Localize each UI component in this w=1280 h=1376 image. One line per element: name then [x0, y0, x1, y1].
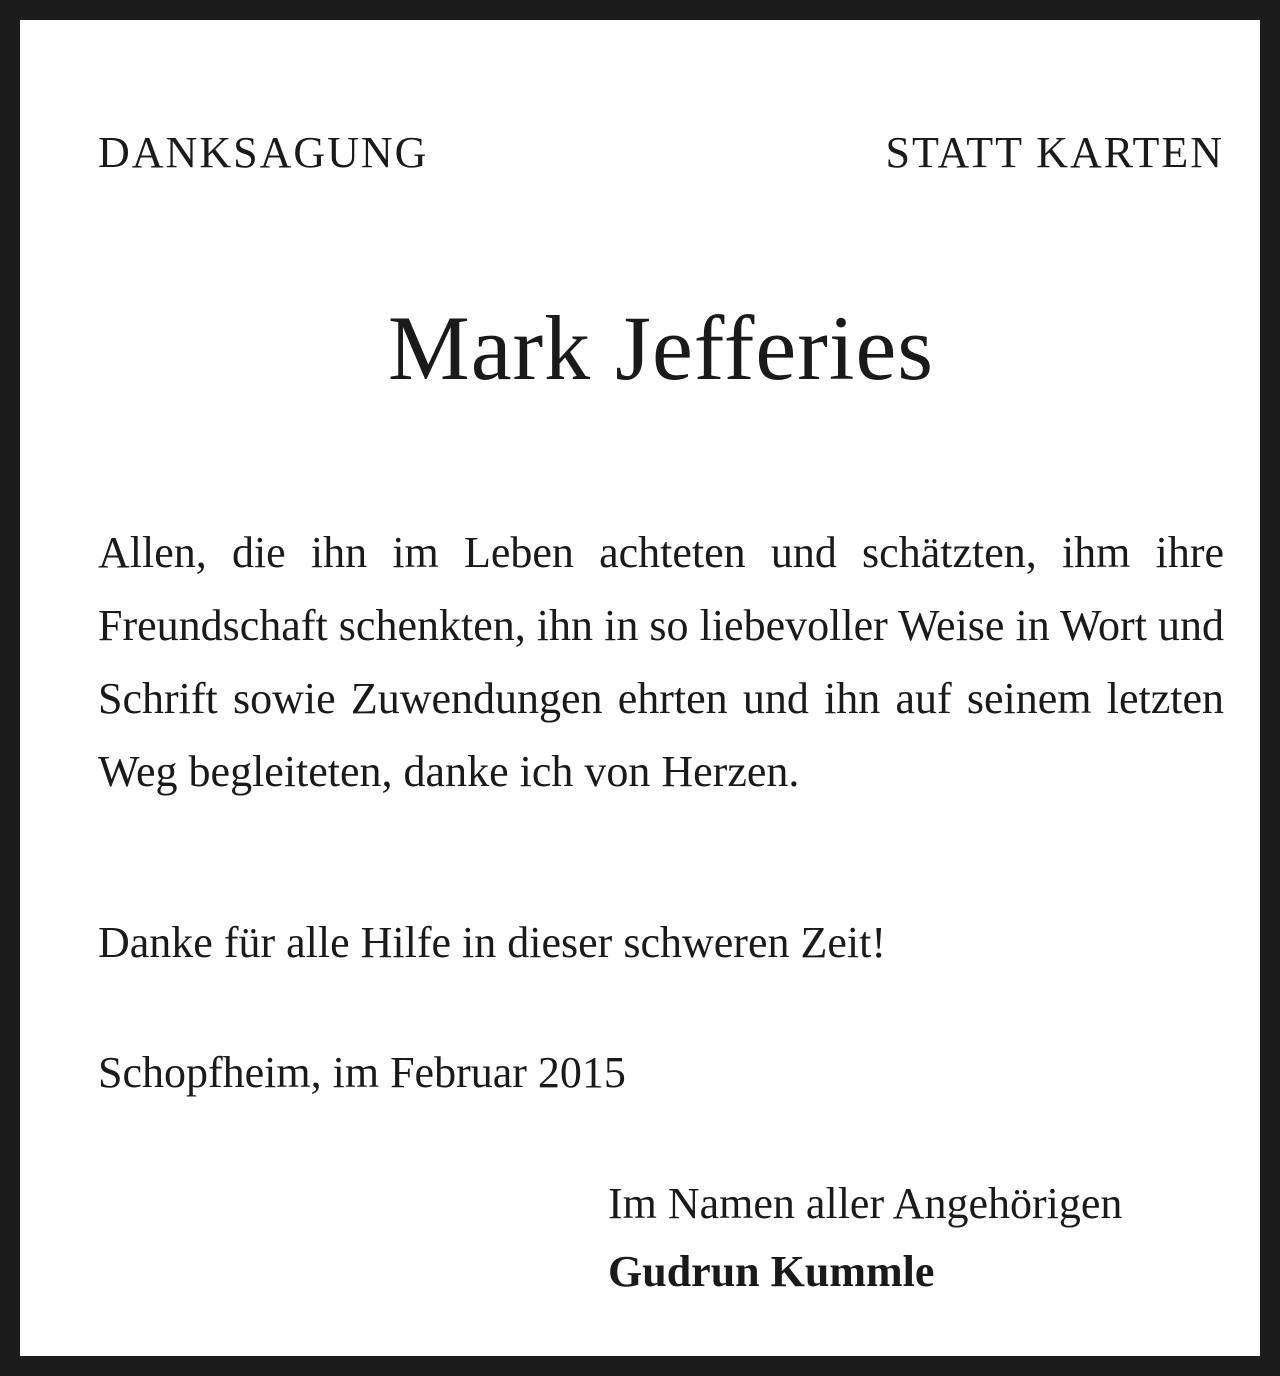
- thank-you-text: Allen, die ihn im Leben achteten und schätzten, ihm ihre Freundschaft schenkten, ihn in so liebevoller Weise in Wort und Schrift sowie Zuwendungen ehrten und ihn auf seinem letzten Weg begleiteten, danke ich von Herzen.: [98, 528, 1224, 796]
- header-row: [98, 128, 1224, 177]
- deceased-name: Mark Jefferies: [387, 297, 935, 399]
- thank-you-notice: [98, 20, 1224, 1356]
- signer-name: Gudrun Kummle: [608, 1247, 935, 1296]
- place-and-date: Schopfheim, im Februar 2015: [98, 1048, 626, 1097]
- signature-line: Im Namen aller Angehörigen: [608, 1179, 1123, 1228]
- signature-block: [608, 1174, 1224, 1302]
- heading-left: DANKSAGUNG: [98, 128, 429, 177]
- thanks-line: Danke für alle Hilfe in dieser schweren Zeit!: [98, 918, 886, 967]
- heading-right: STATT KARTEN: [885, 128, 1224, 177]
